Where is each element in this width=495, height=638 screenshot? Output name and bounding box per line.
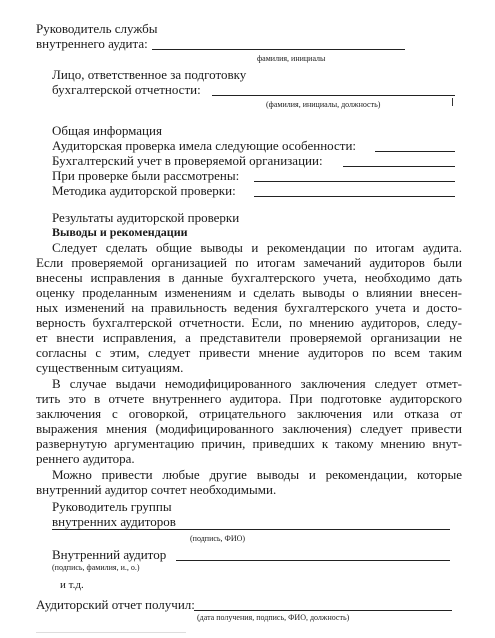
group-head-field[interactable] — [52, 529, 450, 530]
group-head-label-2: внутренних аудиторов — [52, 514, 176, 529]
head-of-audit-field[interactable] — [152, 49, 405, 50]
general-item-4: Методика аудиторской проверки: — [52, 183, 236, 198]
paragraph-line: В случае выдачи немодифицированного заключения следует отмет- — [52, 376, 462, 391]
paragraph-line: развернутую аргументацию причин, приведших к такому мнению внут- — [36, 436, 462, 451]
head-of-audit-label-2: внутреннего аудита: — [36, 36, 148, 51]
responsible-field[interactable] — [212, 95, 455, 96]
results-subtitle: Выводы и рекомендации — [52, 225, 188, 239]
received-label: Аудиторский отчет получил: — [36, 597, 195, 612]
auditor-label: Внутренний аудитор — [52, 547, 167, 562]
margin-mark — [452, 98, 453, 106]
head-of-audit-caption: фамилия, инициалы — [257, 54, 326, 63]
paragraph-line: внесены исправления в данные бухгалтерского учета, необходимо дать — [36, 270, 462, 285]
received-field[interactable] — [194, 610, 452, 611]
general-title: Общая информация — [52, 123, 162, 138]
paragraph-line: ет внести исправления, а представители проверяемой организации не — [36, 330, 462, 345]
etc-label: и т.д. — [60, 579, 84, 591]
general-item-2: Бухгалтерский учет в проверяемой организации: — [52, 153, 323, 168]
paragraph-line: заключения с оговоркой, отрицательного заключения или отказа от — [36, 406, 462, 421]
group-head-label-1: Руководитель группы — [52, 499, 172, 514]
paragraph-line: реннего аудитора. — [36, 451, 135, 466]
responsible-label-1: Лицо, ответственное за подготовку — [52, 67, 247, 82]
paragraph-line: выражения мнения (модифицированного заключения) следует привести — [36, 421, 462, 436]
general-field-4[interactable] — [254, 196, 455, 197]
footnote-divider — [36, 632, 186, 633]
paragraph-line: Если проверяемой организацией по итогам замечаний аудиторов были — [36, 255, 462, 270]
general-field-1[interactable] — [375, 151, 455, 152]
general-item-1: Аудиторская проверка имела следующие особенности: — [52, 138, 357, 153]
paragraph-line: ных изменений на правильность ведения бухгалтерского учета и досто- — [36, 300, 462, 315]
paragraph-line: существенным ситуациям. — [36, 360, 184, 375]
auditor-caption: (подпись, фамилия, и., о.) — [52, 563, 140, 572]
head-of-audit-label-1: Руководитель службы — [36, 21, 158, 36]
responsible-caption: (фамилия, инициалы, должность) — [266, 100, 381, 109]
general-item-3: При проверке были рассмотрены: — [52, 168, 240, 183]
results-title: Результаты аудиторской проверки — [52, 210, 240, 225]
general-field-3[interactable] — [254, 181, 455, 182]
paragraph-line: согласны с этим, следует привести мнение аудиторов по всем таким — [36, 345, 462, 360]
paragraph-line: Можно привести любые другие выводы и рекомендации, которые — [52, 467, 462, 482]
group-head-caption: (подпись, ФИО) — [190, 534, 246, 543]
paragraph-line: внутренний аудитор сочтет необходимыми. — [36, 482, 277, 497]
paragraph-line: Следует сделать общие выводы и рекомендации по итогам аудита. — [52, 240, 462, 255]
paragraph-line: тить это в отчете внутреннего аудитора. При подготовке аудиторского — [36, 391, 462, 406]
received-caption: (дата получения, подпись, ФИО, должность) — [197, 613, 350, 622]
auditor-field[interactable] — [176, 560, 450, 561]
responsible-label-2: бухгалтерской отчетности: — [52, 82, 201, 97]
paragraph-line: верность бухгалтерской отчетности. Если, по мнению аудиторов, следу- — [36, 315, 462, 330]
paragraph-line: оценку проделанным изменениям и сделать выводы о влиянии внесен- — [36, 285, 462, 300]
general-field-2[interactable] — [343, 166, 455, 167]
